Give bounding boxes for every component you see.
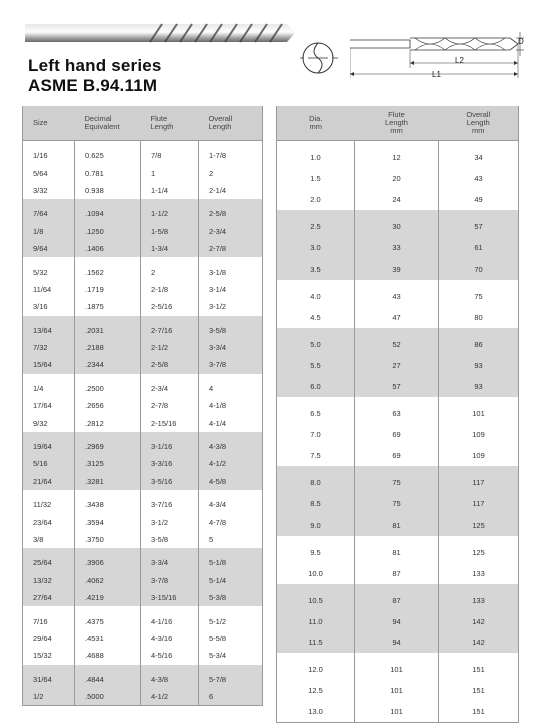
table-cell: 20 [355,168,439,189]
table-cell: 1-1/4 [141,182,199,199]
table-row [23,572,263,589]
table-cell: 9.0 [277,515,355,536]
table-cell: .4531 [75,630,141,647]
table-row [23,496,263,513]
table-cell: 2-7/8 [141,397,199,414]
table-row [277,286,519,307]
col-header-overall: Overall Length [199,106,263,141]
table-cell: 5-3/4 [209,651,227,661]
table-row [23,688,263,706]
table-cell: 1/16 [23,147,75,164]
table-cell: 7/64 [23,205,75,222]
table-cell: .2188 [75,339,141,356]
table-cell: 4-1/2 [199,455,263,472]
table-cell: 3-7/16 [141,496,199,513]
series-title: Left hand series [28,56,162,75]
table-cell: 43 [474,174,483,184]
table-cell: 27/64 [23,589,75,606]
table-cell: 9/32 [23,414,75,431]
table-cell: 1-5/8 [141,223,199,240]
table-cell: 4-3/8 [199,438,263,455]
table-row [23,473,263,490]
table-cell: 11/32 [23,496,75,513]
table-cell: 2-7/8 [199,240,263,257]
drill-bit-image [25,20,295,46]
table-cell: .3281 [75,473,141,490]
table-cell: 4-3/8 [141,671,199,688]
table-row [277,632,519,653]
table-cell: 21/64 [23,473,75,490]
table-cell: 30 [355,216,439,237]
table-cell: 3/32 [23,182,75,199]
table-cell: 6.0 [277,376,355,397]
diameter-label: D [518,37,524,46]
table-cell: 142 [439,632,519,653]
col-header-flute: Flute Length [141,106,199,141]
inch-size-table [22,106,263,706]
table-cell: 1/8 [23,223,75,240]
table-cell: 7/16 [23,612,75,629]
table-cell: 3-1/16 [141,438,199,455]
table-cell: 142 [439,611,519,632]
table-cell: 75 [355,493,439,514]
table-cell: 4-5/16 [141,647,199,664]
table-cell: .3906 [75,554,141,571]
table-cell: 3.0 [277,237,355,258]
table-cell: .1094 [75,205,141,222]
table-row [23,147,263,164]
table-cell: 151 [472,665,485,675]
table-cell: 12.0 [277,659,355,680]
table-cell: .2656 [75,397,141,414]
standard-title: ASME B.94.11M [28,76,158,95]
table-cell: 3-5/16 [141,473,199,490]
table-cell: 3-1/2 [141,513,199,530]
table-row [277,563,519,584]
table-cell: 3-5/8 [141,531,199,548]
table-cell: 101 [355,659,439,680]
table-cell: 151 [472,707,485,717]
table-cell: 2-5/16 [141,298,199,315]
table-row [23,298,263,315]
table-cell: 0.938 [75,182,141,199]
table-cell: .4219 [75,589,141,606]
table-cell: 4 [209,383,214,393]
table-cell: 75 [474,291,483,301]
table-cell: 3/8 [23,531,75,548]
table-cell: .4375 [75,612,141,629]
col-header-flute-mm: Flute Length mm [355,106,439,141]
table-row [277,403,519,424]
table-cell: 4-3/16 [141,630,199,647]
table-row [277,659,519,680]
table-row [23,205,263,222]
table-cell: 11.0 [277,611,355,632]
col-header-decimal: Decimal Equivalent [75,106,141,141]
table-cell: .2031 [75,322,141,339]
table-cell: 5-7/8 [199,671,263,688]
table-cell: 15/32 [23,647,75,664]
table-cell: 80 [474,312,483,322]
table-cell: 7.0 [277,424,355,445]
table-cell: 2-5/8 [199,205,263,222]
table-cell: 69 [355,424,439,445]
table-cell: 4.5 [277,307,355,328]
table-cell: 101 [472,409,485,419]
table-cell: 12.5 [277,680,355,701]
table-row [23,182,263,199]
table-row [23,322,263,339]
table-cell: 69 [355,445,439,466]
table-cell: 3-3/4 [141,554,199,571]
table-cell: 11.5 [277,632,355,653]
table-cell: 81 [355,515,439,536]
table-cell: 2-1/8 [141,281,199,298]
table-row [277,334,519,355]
table-row [277,493,519,514]
table-cell: .1719 [75,281,141,298]
table-cell: 4-1/2 [141,688,199,706]
table-cell: 4-7/8 [209,517,227,527]
table-row [277,542,519,563]
table-cell: 133 [472,568,485,578]
table-row [277,168,519,189]
table-row [23,281,263,298]
table-cell: 10.5 [277,590,355,611]
table-cell: 3-1/8 [209,267,227,277]
table-cell: .2969 [75,438,141,455]
table-cell: 2-1/4 [209,185,227,195]
table-cell: 52 [355,334,439,355]
table-row [23,513,263,530]
table-cell: 3-3/16 [141,455,199,472]
table-row [277,590,519,611]
table-cell: 10.0 [277,563,355,584]
table-cell: 5 [209,535,214,544]
table-cell: 101 [355,680,439,701]
table-cell: 4-1/4 [209,418,227,428]
table-row [277,680,519,701]
table-cell: 2.5 [277,216,355,237]
table-row [23,589,263,606]
table-row [23,531,263,548]
table-cell: 27 [355,355,439,376]
table-row [277,258,519,279]
table-row [277,147,519,168]
table-cell: 57 [439,216,519,237]
table-cell: 4.0 [277,286,355,307]
table-cell: 93 [439,355,519,376]
table-row [23,455,263,472]
table-row [277,701,519,723]
table-cell: 1 [141,164,199,181]
table-cell: 9.5 [277,542,355,563]
table-cell: 75 [355,472,439,493]
table-cell: 57 [355,376,439,397]
table-cell: .4062 [75,572,141,589]
table-cell: .5000 [75,688,141,706]
table-row [23,414,263,431]
table-row [277,216,519,237]
table-row [277,424,519,445]
table-cell: 133 [439,590,519,611]
table-cell: 87 [355,590,439,611]
table-cell: 5-5/8 [209,633,227,643]
table-cell: .3125 [75,455,141,472]
table-cell: 3-7/8 [141,572,199,589]
table-cell: 7/8 [141,147,199,164]
table-cell: 11/64 [23,281,75,298]
table-row [277,237,519,258]
table-row [277,189,519,210]
table-cell: 117 [439,472,519,493]
table-cell: 8.5 [277,493,355,514]
table-cell: .1406 [75,240,141,257]
table-cell: 3-1/4 [209,284,227,294]
table-cell: 6 [199,688,263,706]
table-row [23,164,263,181]
table-cell: 70 [439,258,519,279]
table-cell: 5-1/8 [199,554,263,571]
table-row [277,515,519,536]
table-cell: .2812 [75,414,141,431]
table-cell: 3-3/4 [199,339,263,356]
table-cell: 0.625 [75,147,141,164]
table-cell: .1250 [75,223,141,240]
table-cell: .4688 [75,647,141,664]
table-row [23,356,263,373]
table-cell: 33 [355,237,439,258]
flute-length-label: L2 [455,56,464,65]
table-row [23,438,263,455]
table-row [277,472,519,493]
table-cell: .1875 [75,298,141,315]
table-cell: 2-3/4 [141,380,199,397]
table-cell: 15/64 [23,356,75,373]
table-cell: 1.5 [277,168,355,189]
table-cell: 1-7/8 [209,151,227,161]
metric-size-table [276,106,519,723]
col-header-size: Size [23,106,75,141]
table-cell: 93 [439,376,519,397]
table-cell: 7.5 [277,445,355,466]
table-cell: 4-3/4 [209,500,227,510]
table-cell: 94 [355,611,439,632]
table-cell: 2-5/8 [141,356,199,373]
table-cell: 17/64 [23,397,75,414]
table-cell: 94 [355,632,439,653]
table-cell: 4-1/8 [209,401,227,411]
table-cell: .3750 [75,531,141,548]
table-cell: 5-1/4 [199,572,263,589]
table-cell: 5-3/8 [199,589,263,606]
col-header-overall-mm: Overall Length mm [439,106,519,141]
table-cell: 109 [472,430,485,440]
table-cell: 4-1/16 [141,612,199,629]
table-row [23,554,263,571]
table-cell: .3438 [75,496,141,513]
table-cell: 1-3/4 [141,240,199,257]
table-cell: 3-15/16 [141,589,199,606]
table-cell: 125 [472,547,485,557]
table-cell: 5/64 [23,164,75,181]
table-row [23,223,263,240]
table-cell: 2-3/4 [199,223,263,240]
table-row [23,263,263,280]
table-cell: 3.5 [277,258,355,279]
table-cell: .2344 [75,356,141,373]
table-row [277,611,519,632]
table-cell: .2500 [75,380,141,397]
table-cell: 86 [439,334,519,355]
table-cell: 5/16 [23,455,75,472]
table-cell: 13/32 [23,572,75,589]
table-cell: 2-15/16 [141,414,199,431]
table-cell: 3-1/2 [209,302,227,312]
table-cell: 1.0 [277,147,355,168]
table-cell: 5-1/2 [209,616,227,626]
table-cell: 101 [355,701,439,723]
table-cell: 1/2 [23,688,75,706]
table-cell: 3-5/8 [199,322,263,339]
table-cell: 34 [474,153,483,163]
table-cell: 151 [472,686,485,696]
table-cell: .1562 [75,263,141,280]
table-cell: 3-7/8 [199,356,263,373]
table-row [277,376,519,397]
table-cell: 13.0 [277,701,355,723]
table-cell: 23/64 [23,513,75,530]
table-cell: 2-1/2 [141,339,199,356]
table-row [23,397,263,414]
table-cell: .4844 [75,671,141,688]
table-cell: 8.0 [277,472,355,493]
table-cell: 24 [355,189,439,210]
table-cell: 1/4 [23,380,75,397]
table-cell: 0.781 [75,164,141,181]
table-cell: 9/64 [23,240,75,257]
table-cell: 87 [355,563,439,584]
table-cell: 43 [355,286,439,307]
table-row [277,445,519,466]
table-cell: 6.5 [277,403,355,424]
table-cell: 81 [355,542,439,563]
table-cell: 12 [355,147,439,168]
table-cell: 2 [209,168,214,178]
table-row [23,647,263,664]
table-cell: 19/64 [23,438,75,455]
col-header-dia: Dia. mm [277,106,355,141]
table-cell: 2 [141,263,199,280]
table-cell: 5.0 [277,334,355,355]
table-cell: 63 [355,403,439,424]
table-cell: 49 [474,195,483,205]
table-row [23,671,263,688]
table-cell: 5/32 [23,263,75,280]
table-cell: 13/64 [23,322,75,339]
table-row [23,380,263,397]
table-row [23,630,263,647]
table-row [277,355,519,376]
overall-length-label: L1 [432,70,441,79]
table-cell: 5.5 [277,355,355,376]
table-cell: 2-7/16 [141,322,199,339]
table-cell: .3594 [75,513,141,530]
table-cell: 2.0 [277,189,355,210]
table-cell: 7/32 [23,339,75,356]
table-cell: 39 [355,258,439,279]
table-cell: 61 [439,237,519,258]
table-row [23,240,263,257]
table-row [277,307,519,328]
table-cell: 31/64 [23,671,75,688]
table-cell: 29/64 [23,630,75,647]
table-row [23,612,263,629]
table-cell: 4-5/8 [199,473,263,490]
table-row [23,339,263,356]
table-cell: 47 [355,307,439,328]
table-cell: 3/16 [23,298,75,315]
table-cell: 109 [472,451,485,461]
drill-end-view-diagram [300,38,340,78]
table-cell: 1-1/2 [141,205,199,222]
table-cell: 125 [439,515,519,536]
table-cell: 117 [439,493,519,514]
table-cell: 25/64 [23,554,75,571]
